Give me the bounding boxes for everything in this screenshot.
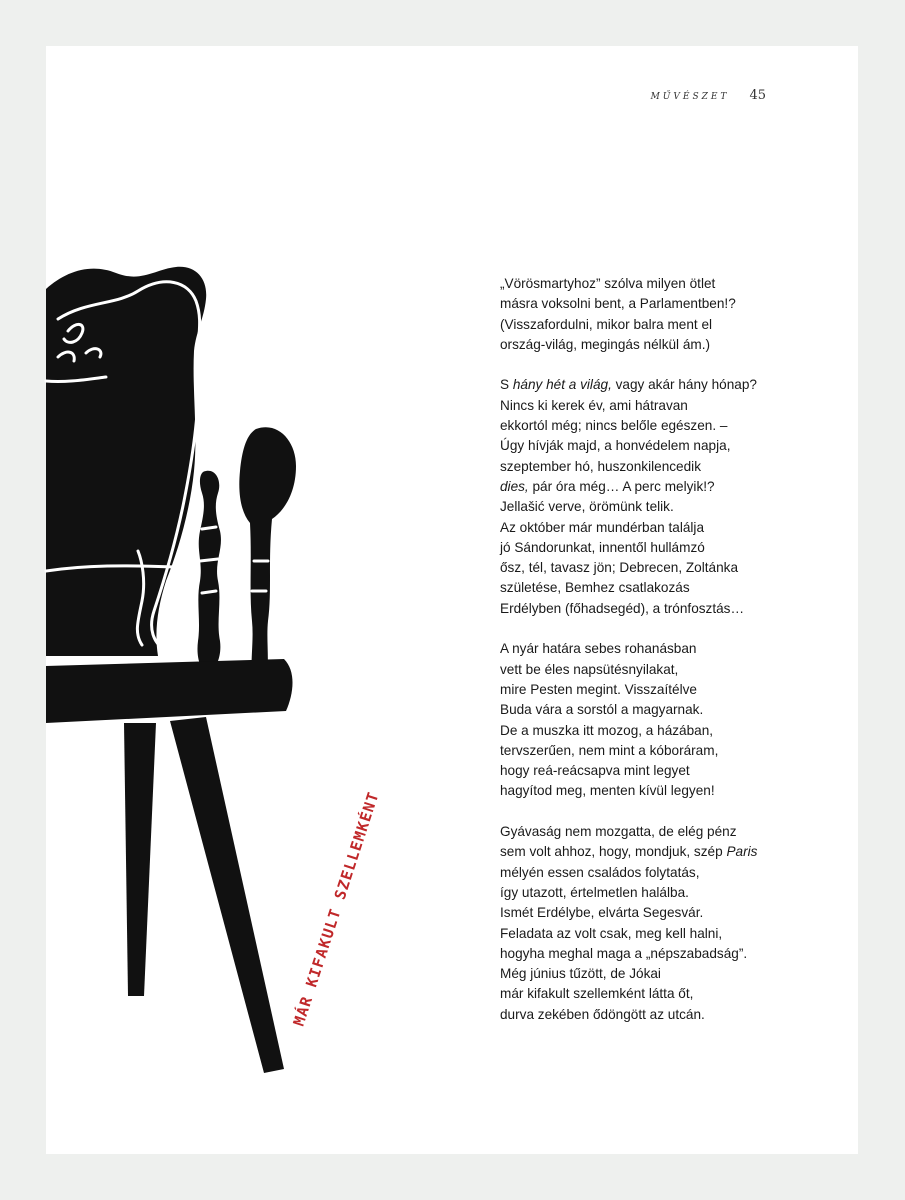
poem-line: szeptember hó, huszonkilencedik [500, 458, 701, 474]
poem-line: hogy reá-reácsapva mint legyet [500, 763, 690, 779]
poem-line: már kifakult szellemként látta őt, [500, 986, 694, 1002]
poem-line [500, 375, 830, 395]
italic-text: Paris [726, 844, 758, 860]
poem-line [500, 842, 830, 862]
section-name: MŰVÉSZET [650, 92, 730, 102]
chair-seat [46, 659, 293, 723]
italic-text: dies, [500, 478, 529, 494]
poem-line: A nyár határa sebes rohanásban [500, 641, 697, 657]
stanza-3 [500, 639, 830, 801]
stanza-4 [500, 822, 830, 1025]
handwritten-caption-text: MÁR KIFAKULT SZELLEMKÉNT [289, 789, 383, 1029]
poem-line: Jellašić verve, örömünk telik. [500, 499, 674, 515]
poem-line: tervszerűen, nem mint a kóboráram, [500, 742, 719, 758]
line-text: S [500, 377, 513, 393]
poem-line: De a muszka itt mozog, a házában, [500, 722, 714, 738]
poem-line: születése, Bemhez csatlakozás [500, 580, 690, 596]
poem [500, 274, 830, 1045]
poem-line: hogyha meghal maga a „népszabadság”. [500, 945, 748, 961]
stanza-2 [500, 375, 830, 619]
poem-line: Nincs ki kerek év, ami hátravan [500, 397, 688, 413]
chair-arm [239, 427, 296, 686]
poem-line: mire Pesten megint. Visszaítélve [500, 681, 697, 697]
poem-line: Még június tűzött, de Jókai [500, 966, 661, 982]
chair-leg-front [124, 723, 156, 996]
poem-line: Az október már mundérban találja [500, 519, 705, 535]
poem-line: jó Sándorunkat, innentől hullámzó [500, 539, 705, 555]
poem-line [500, 477, 830, 497]
poem-line: Úgy hívják majd, a honvédelem napja, [500, 438, 731, 454]
poem-line: „Vörösmartyhoz” szólva milyen ötlet [500, 276, 716, 291]
chair-spindle [197, 471, 220, 671]
poem-line: másra voksolni bent, a Parlamentben!? [500, 296, 736, 312]
line-text: pár óra még… A perc melyik!? [528, 478, 715, 494]
page [46, 46, 858, 1154]
poem-line: (Visszafordulni, mikor balra ment el [500, 316, 713, 332]
poem-line: mélyén essen családos folytatás, [500, 864, 700, 880]
poem-line: Erdélyben (főhadsegéd), a trónfosztás… [500, 600, 745, 616]
running-head [651, 88, 766, 103]
poem-line: Feladata az volt csak, meg kell halni, [500, 925, 723, 941]
poem-line: hagyítod meg, menten kívül legyen! [500, 783, 715, 799]
handwritten-caption [251, 751, 383, 1031]
page-number: 45 [749, 88, 766, 103]
line-text: vagy akár hány hónap? [611, 377, 757, 393]
poem-line: így utazott, értelmetlen halálba. [500, 884, 689, 900]
poem-line: ősz, tél, tavasz jön; Debrecen, Zoltánka [500, 560, 739, 576]
stanza-1 [500, 274, 830, 355]
poem-line: ekkortól még; nincs belőle egészen. – [500, 418, 728, 434]
poem-line: ország-világ, megingás nélkül ám.) [500, 336, 711, 352]
poem-line: Ismét Erdélybe, elvárta Segesvár. [500, 905, 704, 921]
poem-line: durva zekében ődöngött az utcán. [500, 1006, 705, 1022]
poem-line: Gyávaság nem mozgatta, de elég pénz [500, 824, 737, 840]
line-text: sem volt ahhoz, hogy, mondjuk, szép [500, 844, 727, 860]
poem-line: vett be éles napsütésnyilakat, [500, 661, 679, 677]
chair-back [46, 267, 206, 656]
italic-text: hány hét a világ, [512, 377, 612, 393]
poem-line: Buda vára a sorstól a magyarnak. [500, 702, 704, 718]
